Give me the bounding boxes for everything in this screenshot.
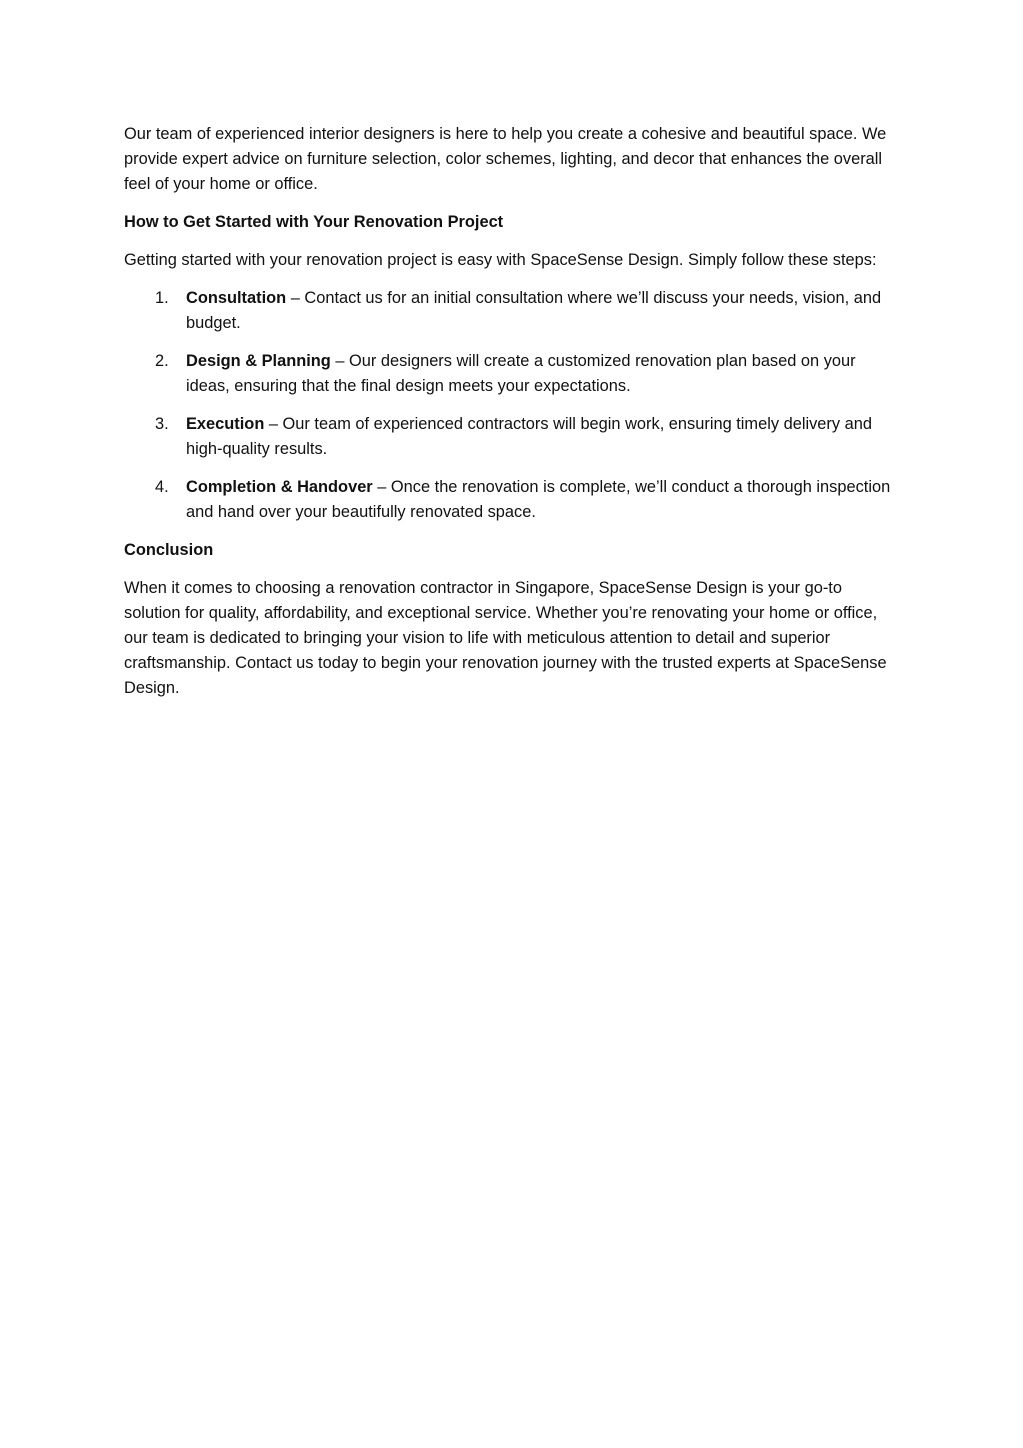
steps-list: [124, 286, 899, 525]
step-text: – Once the renovation is complete, we’ll conduct a thorough inspection and hand over your beautifully renovated space.: [186, 478, 891, 521]
step-text: – Contact us for an initial consultation where we’ll discuss your needs, vision, and budget.: [186, 289, 882, 332]
list-item: [124, 349, 899, 399]
step-number: 2.: [155, 352, 169, 370]
getting-started-heading: How to Get Started with Your Renovation Project: [124, 213, 504, 231]
step-number: 4.: [155, 478, 169, 496]
step-term: Consultation: [186, 289, 287, 307]
step-term: Design & Planning: [186, 352, 331, 370]
step-number: 1.: [155, 289, 169, 307]
step-term: Execution: [186, 415, 265, 433]
step-number: 3.: [155, 415, 169, 433]
intro-paragraph: Our team of experienced interior designers is here to help you create a cohesive and beautiful space. We provide expert advice on furniture selection, color schemes, lighting, and decor that enhances the overall feel of your home or office.: [124, 125, 887, 193]
document-page: [124, 122, 899, 714]
list-item: [124, 412, 899, 462]
step-text: – Our designers will create a customized renovation plan based on your ideas, ensuring that the final design meets your expectations.: [186, 352, 856, 395]
step-text: – Our team of experienced contractors will begin work, ensuring timely delivery and high-quality results.: [186, 415, 872, 458]
conclusion-paragraph: When it comes to choosing a renovation contractor in Singapore, SpaceSense Design is your go-to solution for quality, affordability, and exceptional service. Whether you’re renovating your home or office, our team is dedicated to bringing your vision to life with meticulous attention to detail and superior craftsmanship. Contact us today to begin your renovation journey with the trusted experts at SpaceSense Design.: [124, 579, 887, 697]
conclusion-heading: Conclusion: [124, 541, 214, 559]
list-item: [124, 286, 899, 336]
list-item: [124, 475, 899, 525]
getting-started-intro: Getting started with your renovation project is easy with SpaceSense Design. Simply follow these steps:: [124, 251, 877, 269]
step-term: Completion & Handover: [186, 478, 373, 496]
